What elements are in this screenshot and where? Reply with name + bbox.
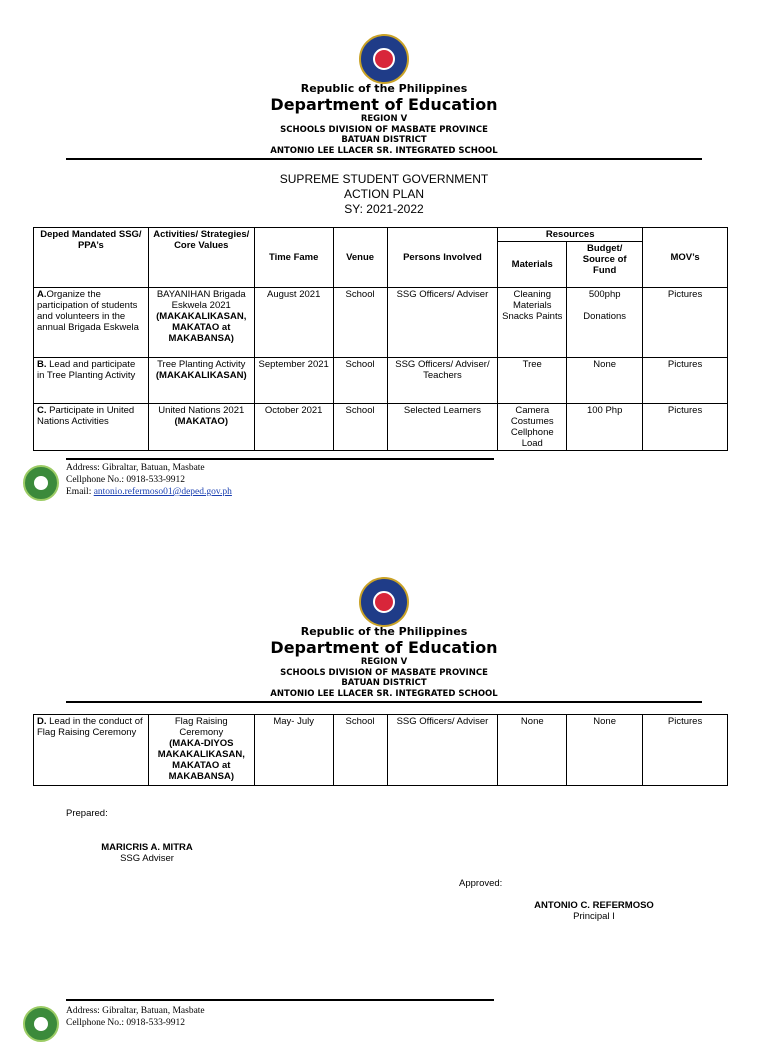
footer-divider bbox=[66, 458, 494, 460]
prepared-name: MARICRIS A. MITRA bbox=[101, 842, 193, 853]
persons-cell: SSG Officers/ Adviser bbox=[387, 288, 498, 358]
department-title: Department of Education bbox=[270, 95, 498, 114]
ppa-cell: C. Participate in United Nations Activities bbox=[34, 404, 149, 451]
school-text: ANTONIO LEE LLACER SR. INTEGRATED SCHOOL bbox=[270, 689, 498, 699]
table-row bbox=[34, 404, 728, 451]
header-divider bbox=[66, 701, 702, 703]
department-title: Department of Education bbox=[270, 638, 498, 657]
time-cell: September 2021 bbox=[254, 358, 333, 404]
deped-seal-icon bbox=[359, 34, 409, 84]
materials-cell: Cleaning Materials Snacks Paints bbox=[498, 288, 567, 358]
persons-cell: Selected Learners bbox=[387, 404, 498, 451]
mov-cell: Pictures bbox=[643, 715, 728, 786]
persons-cell: SSG Officers/ Adviser/ Teachers bbox=[387, 358, 498, 404]
materials-cell: Camera Costumes Cellphone Load bbox=[498, 404, 567, 451]
activity-cell: Flag Raising Ceremony (MAKA-DIYOS MAKAKALIKASAN, MAKATAO at MAKABANSA) bbox=[148, 715, 254, 786]
table-row bbox=[34, 715, 728, 786]
budget-cell: None bbox=[567, 715, 643, 786]
district-text: BATUAN DISTRICT bbox=[341, 678, 427, 688]
header-divider bbox=[66, 158, 702, 160]
mov-cell: Pictures bbox=[643, 358, 728, 404]
mov-cell: Pictures bbox=[643, 288, 728, 358]
footer-divider bbox=[66, 999, 494, 1001]
plan-title bbox=[0, 172, 768, 217]
venue-cell: School bbox=[333, 358, 387, 404]
title-line-2: ACTION PLAN bbox=[343, 187, 424, 201]
header-activities: Activities/ Strategies/ Core Values bbox=[148, 228, 254, 288]
header-resources: Resources bbox=[498, 228, 643, 242]
approved-signatory bbox=[504, 900, 684, 922]
time-cell: May- July bbox=[254, 715, 333, 786]
footer-contact bbox=[66, 462, 232, 498]
prepared-label: Prepared: bbox=[66, 808, 108, 819]
republic-text: Republic of the Philippines bbox=[300, 625, 468, 638]
materials-cell: None bbox=[498, 715, 567, 786]
header-venue: Venue bbox=[333, 228, 387, 288]
title-line-3: SY: 2021-2022 bbox=[344, 202, 424, 216]
footer-cellphone: Cellphone No.: 0918-533-9912 bbox=[66, 1018, 186, 1028]
table-row bbox=[34, 288, 728, 358]
approved-name: ANTONIO C. REFERMOSO bbox=[534, 900, 654, 911]
materials-cell: Tree bbox=[498, 358, 567, 404]
venue-cell: School bbox=[333, 404, 387, 451]
prepared-title: SSG Adviser bbox=[120, 853, 174, 864]
ppa-cell: D. Lead in the conduct of Flag Raising Ceremony bbox=[34, 715, 149, 786]
email-link[interactable]: antonio.refermoso01@deped.gov.ph bbox=[93, 487, 232, 497]
ppa-cell: A.Organize the participation of students and volunteers in the annual Brigada Eskwela bbox=[34, 288, 149, 358]
school-text: ANTONIO LEE LLACER SR. INTEGRATED SCHOOL bbox=[270, 146, 498, 156]
title-line-1: SUPREME STUDENT GOVERNMENT bbox=[279, 172, 489, 186]
approved-label: Approved: bbox=[459, 878, 503, 889]
header-time: Time Fame bbox=[254, 228, 333, 288]
region-text: REGION V bbox=[360, 114, 408, 124]
venue-cell: School bbox=[333, 288, 387, 358]
region-text: REGION V bbox=[360, 657, 408, 667]
time-cell: August 2021 bbox=[254, 288, 333, 358]
district-text: BATUAN DISTRICT bbox=[341, 135, 427, 145]
division-text: SCHOOLS DIVISION OF MASBATE PROVINCE bbox=[280, 668, 488, 678]
header-materials: Materials bbox=[498, 242, 567, 288]
approved-title: Principal I bbox=[573, 911, 615, 922]
header-budget: Budget/ Source of Fund bbox=[567, 242, 643, 288]
budget-cell: 100 Php bbox=[567, 404, 643, 451]
activity-cell: BAYANIHAN Brigada Eskwela 2021 (MAKAKALIKASAN, MAKATAO at MAKABANSA) bbox=[148, 288, 254, 358]
header-movs: MOV’s bbox=[643, 228, 728, 288]
footer-email: Email: antonio.refermoso01@deped.gov.ph bbox=[66, 487, 232, 497]
persons-cell: SSG Officers/ Adviser bbox=[387, 715, 498, 786]
table-row bbox=[34, 358, 728, 404]
venue-cell: School bbox=[333, 715, 387, 786]
deped-seal-icon bbox=[359, 577, 409, 627]
mov-cell: Pictures bbox=[643, 404, 728, 451]
budget-cell: None bbox=[567, 358, 643, 404]
footer-contact bbox=[66, 1005, 205, 1029]
table-header-row bbox=[34, 228, 728, 242]
school-logo-icon bbox=[23, 1006, 59, 1042]
school-logo-icon bbox=[23, 465, 59, 501]
header-ppa: Deped Mandated SSG/ PPA’s bbox=[34, 228, 149, 288]
division-text: SCHOOLS DIVISION OF MASBATE PROVINCE bbox=[280, 125, 488, 135]
prepared-signatory bbox=[66, 842, 228, 864]
ppa-cell: B. Lead and participate in Tree Planting Activity bbox=[34, 358, 149, 404]
footer-cellphone: Cellphone No.: 0918-533-9912 bbox=[66, 475, 186, 485]
republic-text: Republic of the Philippines bbox=[300, 82, 468, 95]
footer-address: Address: Gibraltar, Batuan, Masbate bbox=[66, 1006, 205, 1016]
action-plan-table-continued bbox=[33, 714, 728, 786]
header-persons: Persons Involved bbox=[387, 228, 498, 288]
activity-cell: United Nations 2021 (MAKATAO) bbox=[148, 404, 254, 451]
action-plan-table bbox=[33, 227, 728, 451]
footer-address: Address: Gibraltar, Batuan, Masbate bbox=[66, 463, 205, 473]
budget-cell: 500php Donations bbox=[567, 288, 643, 358]
time-cell: October 2021 bbox=[254, 404, 333, 451]
activity-cell: Tree Planting Activity (MAKAKALIKASAN) bbox=[148, 358, 254, 404]
